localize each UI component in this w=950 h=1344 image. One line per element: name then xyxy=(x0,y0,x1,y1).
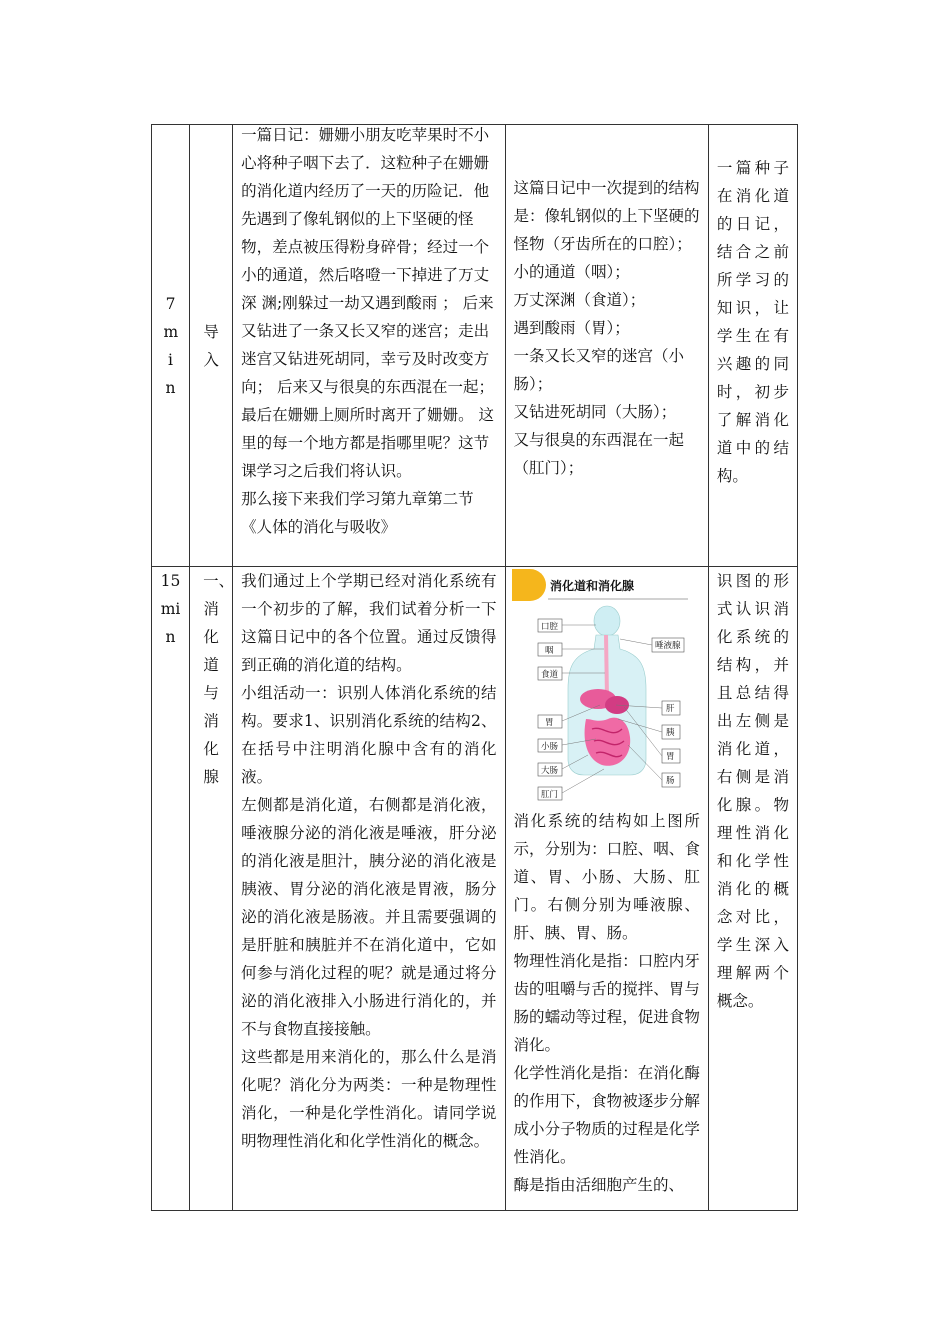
time-text: 15 min xyxy=(160,572,181,646)
stage-cell xyxy=(190,567,233,1211)
title-tab-shape xyxy=(512,569,546,601)
student-paragraph: 消化系统的结构如上图所示，分别为：口腔、咽、食道、胃、小肠、大肠、肛门。右侧分别为唾液腺、肝、胰、胃、肠。 xyxy=(513,812,700,942)
label-salivary-gland: 唾液腺 xyxy=(654,641,681,651)
student-paragraph: 遇到酸雨（胃）； xyxy=(513,318,630,337)
lesson-plan-table xyxy=(151,124,798,1211)
student-paragraph: 万丈深渊（食道）； xyxy=(513,290,646,309)
label-stomach-gland: 胃 xyxy=(665,752,675,762)
student-paragraph: 又钻进死胡同（大肠）； xyxy=(513,402,677,421)
student-paragraph: 这篇日记中一次提到的结构是：像轧钢似的上下坚硬的怪物（牙齿所在的口腔）； xyxy=(513,178,700,253)
stage-text: 导入 xyxy=(203,322,219,369)
digestive-system-diagram xyxy=(512,569,690,803)
teacher-paragraph: 小组活动一：识别人体消化系统的结构。要求1、识别消化系统的结构2、在括号中注明消化腺中含有的消化液。 xyxy=(241,684,497,786)
stage-text: 一、消化道与消化腺 xyxy=(203,572,235,786)
student-paragraph: 酶是指由活细胞产生的、 xyxy=(513,1176,685,1194)
label-large-intestine: 大肠 xyxy=(540,766,558,776)
teacher-paragraph: 左侧都是消化道，右侧都是消化液，唾液腺分泌的消化液是唾液，肝分泌的消化液是胆汁，胰分泌的消化液是胰液、胃分泌的消化液是胃液，肠分泌的消化液是肠液。并且需要强调的是肝脏和胰脏并不在消化道中，它如何参与消化过程的呢？就是通过将分泌的消化液排入小肠进行消化的，并不与食物直接接触。 xyxy=(241,796,497,1038)
time-text: 7 min xyxy=(163,294,179,397)
design-intent-cell xyxy=(708,567,797,1211)
student-paragraph: 化学性消化是指：在消化酶的作用下，食物被逐步分解成小分子物质的过程是化学性消化。 xyxy=(513,1064,700,1166)
design-intent-cell xyxy=(708,125,797,567)
teacher-activity-cell xyxy=(233,567,505,1211)
teacher-paragraph: 这些都是用来消化的，那么什么是消化呢？消化分为两类：一种是物理性消化，一种是化学性消化。请同学说明物理性消化和化学性消化的概念。 xyxy=(241,1048,497,1150)
design-intent-text: 一篇种子在消化道的日记，结合之前所学习的知识，让学生在有兴趣的同时，初步了解消化道中的结构。 xyxy=(716,158,789,485)
label-pharynx: 咽 xyxy=(544,646,554,656)
teacher-paragraph: 一篇日记：姗姗小朋友吃苹果时不小心将种子咽下去了．这粒种子在姗姗的消化道内经历了一天的历险记．他先遇到了像轧钢似的上下坚硬的怪物，差点被压得粉身碎骨；经过一个小的通道，然后咯噔一下掉进了万丈深 渊;刚躲过一劫又遇到酸雨 ； 后来又钻进了一条又长又窄的迷宫；走出迷宫又钻进死胡同，幸亏及时改变方向； 后来又与很臭的东西混在一起；最后在姗姗上厕所时离开了姗姗。 这里的每一个地方都是指哪里呢？这节课学习之后我们将认识。 xyxy=(241,126,495,480)
teacher-paragraph: 那么接下来我们学习第九章第二节《人体的消化与吸收》 xyxy=(241,490,474,536)
stage-cell xyxy=(190,125,233,567)
label-esophagus: 食道 xyxy=(540,670,558,680)
table-row xyxy=(152,125,798,567)
student-paragraph: 小的通道（咽）； xyxy=(513,262,630,281)
label-pancreas: 胰 xyxy=(665,728,675,738)
label-mouth: 口腔 xyxy=(540,622,558,632)
label-liver: 肝 xyxy=(665,704,675,714)
student-activity-cell xyxy=(505,125,708,567)
label-anus: 肛门 xyxy=(540,790,558,800)
teacher-paragraph: 我们通过上个学期已经对消化系统有一个初步的了解，我们试着分析一下这篇日记中的各个位置。通过反馈得到正确的消化道的结构。 xyxy=(241,572,497,674)
label-intestinal-gland: 肠 xyxy=(665,776,675,786)
student-paragraph: 物理性消化是指：口腔内牙齿的咀嚼与舌的搅拌、胃与肠的蠕动等过程，促进食物消化。 xyxy=(513,952,700,1054)
label-stomach: 胃 xyxy=(544,718,554,728)
time-cell xyxy=(152,125,190,567)
student-activity-cell xyxy=(505,567,708,1211)
diagram-title: 消化道和消化腺 xyxy=(549,579,634,593)
table-row xyxy=(152,567,798,1211)
teacher-activity-cell xyxy=(233,125,505,567)
student-paragraph: 一条又长又窄的迷宫（小肠）； xyxy=(513,346,685,393)
time-cell xyxy=(152,567,190,1211)
student-paragraph: 又与很臭的东西混在一起（肛门）； xyxy=(513,430,685,477)
label-small-intestine: 小肠 xyxy=(540,742,558,752)
design-intent-text: 识图的形式认识消化系统的结构，并且总结得出左侧是消化道，右侧是消化腺。物理性消化和化学性消化的概念对比，学生深入理解两个概念。 xyxy=(716,572,789,1010)
